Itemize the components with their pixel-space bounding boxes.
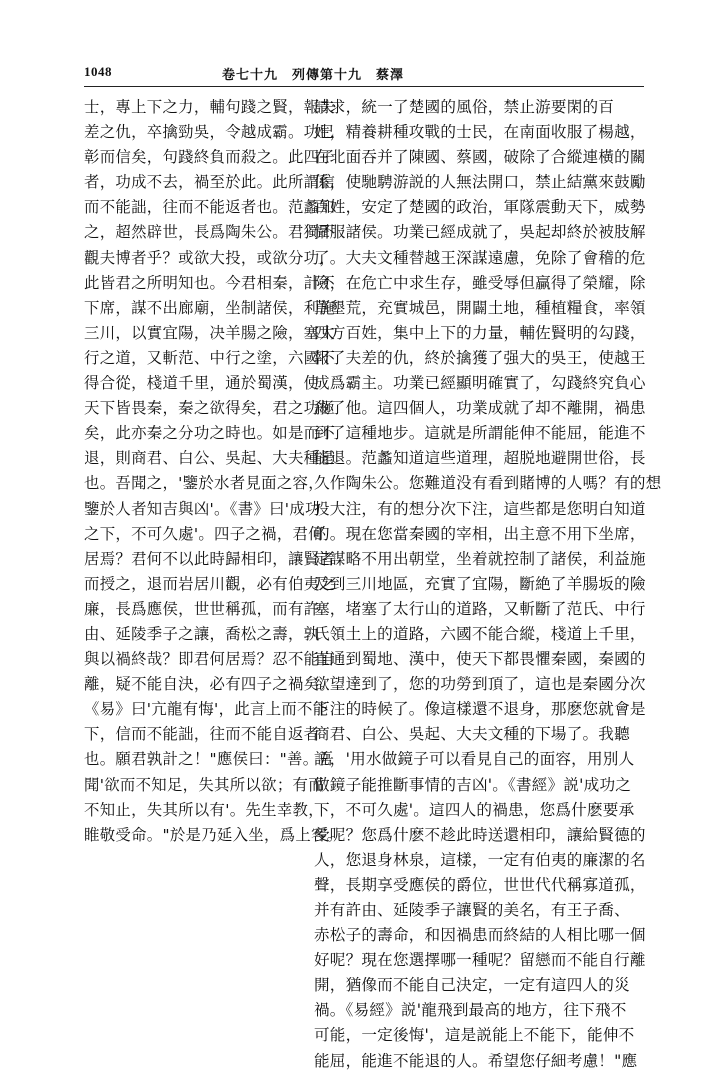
text-line: 請求，統一了楚國的風俗，禁止游要閑的百 <box>314 98 615 116</box>
text-line: 而授之，退而岩居川觀，必有伯夷之 <box>84 574 336 593</box>
text-line: 聞'欲而不知足，失其所以欲；有而 <box>84 775 324 794</box>
text-line: 之下，不可久處'。四子之禍，君何 <box>84 524 324 543</box>
text-line: 久作陶朱公。您難道没有看到賭博的人嗎？有的想 <box>314 474 662 493</box>
text-line: 鑒於人者知吉與凶'。《書》曰'成功 <box>84 499 321 518</box>
text-line: 聲，長期享受應侯的爵位，世世代代稱寡道孤， <box>314 875 646 894</box>
text-line: 懾服諸侯。功業已經成就了，吳起却終於被肢解 <box>314 223 646 242</box>
running-head: 卷七十九 列傳第十九 蔡澤 <box>222 68 405 83</box>
text-line: 姓，精養耕種攻戰的士民，在南面收服了楊越， <box>314 123 646 142</box>
text-line: 能退。范蠡知道這些道理，超脱地避開世俗，長 <box>314 449 646 468</box>
text-line: 下席，謀不出廊廟，坐制諸侯，利施 <box>84 298 336 317</box>
text-line: 係，使馳騁游説的人無法開口，禁止結黨來鼓勵 <box>314 173 646 192</box>
original-text-column <box>84 95 343 848</box>
text-line: 三川，以實宜陽，决羊腸之險，塞太 <box>84 323 336 342</box>
text-line: 了。大夫文種替越王深謀遠慮，免除了會稽的危 <box>314 248 646 267</box>
text-line: 得合從，棧道千里，通於蜀漢，使 <box>84 374 320 393</box>
text-line: 差之仇，卒擒勁吳，令越成霸。功已 <box>84 123 336 142</box>
text-line: 氏領土上的道路，六國不能合縱，棧道上千里， <box>314 624 646 643</box>
text-line: 《易》曰'亢龍有悔'，此言上而不能 <box>84 700 329 719</box>
text-line: 險，在危亡中求生存，雖受辱但贏得了榮耀，除 <box>314 273 646 292</box>
text-line: 殺了他。這四個人，功業成就了却不離開，禍患 <box>314 399 646 418</box>
text-line: 不知止，失其所以有'。先生幸教， <box>84 800 324 819</box>
text-line: 赤松子的壽命，和因禍患而終結的人相比哪一個 <box>314 926 646 945</box>
text-line: 百姓，安定了楚國的政治，軍隊震動天下，威勢 <box>314 198 646 217</box>
text-line: 士，專上下之力，輔句踐之賢，報夫 <box>84 98 336 116</box>
text-line: 草墾荒，充實城邑，開闢土地，種植糧食，率領 <box>314 298 646 317</box>
text-line: 塞，堵塞了太行山的道路，又斬斷了范氏、中行 <box>314 599 646 618</box>
text-line: 而不能詘，往而不能返者也。范蠡知 <box>84 198 336 217</box>
text-line: 由、延陵季子之讓，喬松之壽，孰 <box>84 624 320 643</box>
text-line: 行之道，又斬范、中行之塗，六國不 <box>84 348 336 367</box>
text-line: 好呢？現在您選擇哪一種呢？留戀而不能自行離 <box>314 951 646 970</box>
text-line: 彰而信矣，句踐終負而殺之。此四子 <box>84 148 336 167</box>
text-line: 開，猶像而不能自己決定，一定有這四人的災 <box>314 976 630 995</box>
text-line: 者，功成不去，禍至於此。此所謂信 <box>84 173 336 192</box>
text-line: 的。現在您當秦國的宰相，出主意不用下坐席， <box>314 524 646 543</box>
text-line: 居焉？君何不以此時歸相印，讓賢者 <box>84 549 336 568</box>
text-line: 觀夫博者乎？或欲大投，或欲分功， <box>84 248 336 267</box>
page-number: 1048 <box>84 64 112 79</box>
text-line: 能屈，能進不能退的人。希望您仔細考慮！"應 <box>314 1051 638 1070</box>
header-rule <box>84 86 644 87</box>
text-line: 商君、白公、吳起、大夫文種的下場了。我聽 <box>314 725 630 744</box>
text-line: 禍。《易經》説'龍飛到最高的地方，往下飛不 <box>314 1001 627 1020</box>
text-line: 與以禍終哉？即君何居焉？忍不能自 <box>84 650 336 669</box>
text-line: 定謀略不用出朝堂，坐着就控制了諸侯，利益施 <box>314 549 646 568</box>
text-line: 受呢？您爲什麽不趁此時送還相印，讓給賢德的 <box>314 825 646 844</box>
text-line: 退，則商君、白公、吳起、大夫種是 <box>84 449 336 468</box>
text-line: 及到三川地區，充實了宜陽，斷絶了羊腸坂的險 <box>314 574 646 593</box>
text-line: 成爲霸主。功業已經顯明確實了，勾踐終究負心 <box>314 374 646 393</box>
text-line: 下，不可久處'。這四人的禍患，您爲什麽要承 <box>314 800 635 819</box>
text-line: 矣，此亦秦之分功之時也。如是而不 <box>84 424 336 443</box>
text-line: 睢敬受命。"於是乃延入坐，爲上客。 <box>84 825 343 844</box>
text-line: 人，您退身林泉，這樣，一定有伯夷的廉潔的名 <box>314 850 646 869</box>
text-line: 四方百姓，集中上下的力量，輔佐賢明的勾踐， <box>314 323 646 342</box>
text-line: 到了這種地步。這就是所謂能伸不能屈，能進不 <box>314 424 646 443</box>
text-line: 也。願君孰計之！"應侯曰："善。吾 <box>84 750 335 769</box>
text-line: 廉，長爲應侯，世世稱孤，而有許 <box>84 599 320 618</box>
text-line: 離，疑不能自決，必有四子之禍矣。 <box>84 675 336 694</box>
text-line: 之，超然辟世，長爲陶朱公。君獨不 <box>84 223 336 242</box>
text-line: 也。吾聞之，'鑒於水者見面之容， <box>84 474 324 493</box>
text-line: 天下皆畏秦，秦之欲得矣，君之功極 <box>84 399 336 418</box>
text-line: 下注的時候了。像這樣還不退身，那麽您就會是 <box>314 700 646 719</box>
text-line: 在北面吞并了陳國、蔡國，破除了合縱連橫的關 <box>314 148 646 167</box>
translation-column <box>314 95 662 1074</box>
text-line: 報了夫差的仇，終於擒獲了强大的吳王，使越王 <box>314 348 646 367</box>
text-line: 直通到蜀地、漢中，使天下都畏懼秦國，秦國的 <box>314 650 646 669</box>
text-line: 此皆君之所明知也。今君相秦，計不 <box>84 273 336 292</box>
text-line: 下，信而不能詘，往而不能自返者 <box>84 725 320 744</box>
text-line: 可能，一定後悔'，這是説能上不能下，能伸不 <box>314 1026 635 1045</box>
text-line: 説，'用水做鏡子可以看見自己的面容，用別人 <box>314 750 635 769</box>
text-line: 欲望達到了，您的功勞到頂了，這也是秦國分次 <box>314 675 646 694</box>
text-line: 并有許由、延陵季子讓賢的美名，有王子喬、 <box>314 901 630 919</box>
text-line: 做鏡子能推斷事情的吉凶'。《書經》説'成功之 <box>314 775 632 794</box>
text-line: 投大注，有的想分次下注，這些都是您明白知道 <box>314 499 646 518</box>
